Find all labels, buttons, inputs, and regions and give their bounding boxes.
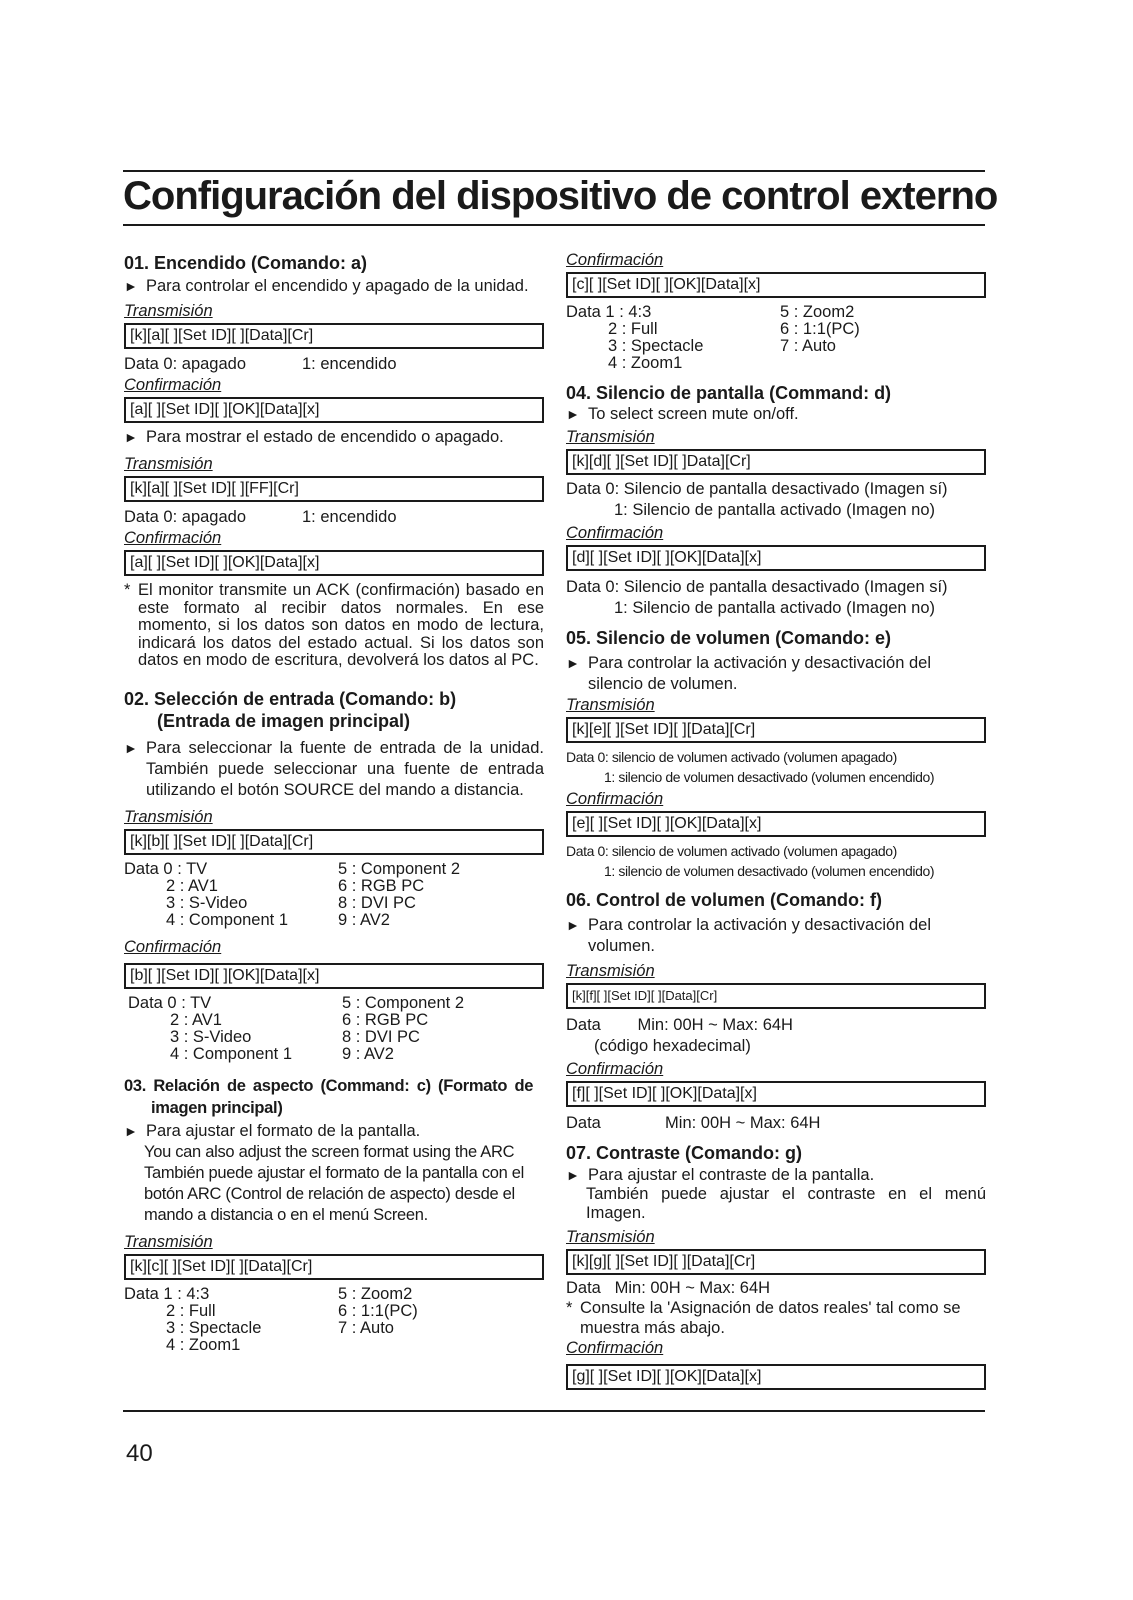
command-box: [g][ ][Set ID][ ][OK][Data][x]	[566, 1364, 986, 1390]
section-01-desc-2: ► Para mostrar el estado de encendido o apagado.	[124, 427, 544, 448]
data-line: 1: Silencio de pantalla activado (Imagen no)	[614, 501, 936, 519]
data-row: 4 : Zoom1	[608, 354, 683, 372]
data-row: 3 : Spectacle 7 : Auto	[166, 1318, 394, 1337]
confirmation-label: Confirmación	[566, 1339, 664, 1357]
data-off: Data 0: apagado	[124, 355, 247, 373]
command-box: [k][c][ ][Set ID][ ][Data][Cr]	[124, 1254, 544, 1280]
contrast-note: * Consulte la 'Asignación de datos reales' tal como se muestra más abajo.	[566, 1298, 986, 1338]
transmission-label: Transmisión	[566, 1228, 655, 1246]
input-data-list	[124, 995, 544, 1063]
data-line: Data 0: silencio de volumen activado (volumen apagado)	[566, 749, 897, 765]
section-01-title: 01. Encendido (Comando: a)	[124, 253, 368, 273]
data-row: Data 0 : TV 5 : Component 2	[128, 993, 464, 1012]
section-07-title: 07. Contraste (Comando: g)	[566, 1143, 803, 1163]
data-row: 3 : S-Video 8 : DVI PC	[170, 1027, 420, 1046]
confirmation-label: Confirmación	[124, 937, 222, 956]
confirmation-label: Confirmación	[566, 1060, 664, 1078]
section-04-title: 04. Silencio de pantalla (Command: d)	[566, 383, 892, 403]
data-line: Data 0: Silencio de pantalla desactivado (Imagen sí)	[566, 578, 948, 596]
command-box: [f][ ][Set ID][ ][OK][Data][x]	[566, 1081, 986, 1107]
section-05-desc: ► Para controlar la activación y desactivación del silencio de volumen.	[566, 653, 986, 695]
section-03-title: 03. Relación de aspecto (Command: c) (Formato de	[124, 1076, 534, 1095]
data-row: 2 : AV1 6 : RGB PC	[170, 1010, 429, 1029]
data-line: 1: Silencio de pantalla activado (Imagen no)	[614, 599, 936, 617]
transmission-label: Transmisión	[124, 1232, 213, 1251]
bottom-rule	[123, 1410, 985, 1412]
page-title: Configuración del dispositivo de control externo	[123, 174, 998, 218]
data-row: Data 1 : 4:3 5 : Zoom2	[124, 1284, 413, 1303]
transmission-label: Transmisión	[566, 696, 655, 714]
command-box: [k][f][ ][Set ID][ ][Data][Cr]	[566, 983, 986, 1009]
section-03-subtitle: imagen principal)	[151, 1098, 283, 1117]
section-04-desc: ► To select screen mute on/off.	[566, 404, 986, 425]
data-line: Data 0: Silencio de pantalla desactivado (Imagen sí)	[566, 480, 948, 498]
data-on: 1: encendido	[302, 355, 397, 373]
command-box: [a][ ][Set ID][ ][OK][Data][x]	[124, 397, 544, 423]
data-line: (código hexadecimal)	[594, 1037, 751, 1055]
command-box: [k][a][ ][Set ID][ ][Data][Cr]	[124, 323, 544, 349]
section-02-title: 02. Selección de entrada (Comando: b)	[124, 688, 457, 709]
command-box: [k][a][ ][Set ID][ ][FF][Cr]	[124, 476, 544, 502]
data-row: Data 1 : 4:3 5 : Zoom2	[566, 303, 855, 321]
section-01-desc: ► Para controlar el encendido y apagado de la unidad.	[124, 276, 544, 297]
data-row: 4 : Zoom1	[166, 1335, 241, 1354]
section-02-desc: ► Para seleccionar la fuente de entrada de la unidad. También puede seleccionar una fuente de entrada utilizando el botón SOURCE del mando a distancia.	[124, 738, 544, 801]
section-07-desc-2: También puede ajustar el contraste en el menú Imagen.	[586, 1185, 986, 1222]
top-rule	[123, 170, 985, 172]
data-line: Data 0: silencio de volumen activado (volumen apagado)	[566, 843, 897, 859]
data-line: Data Min: 00H ~ Max: 64H	[566, 1114, 821, 1132]
data-row: Data 0 : TV 5 : Component 2	[124, 859, 460, 878]
command-box: [k][g][ ][Set ID][ ][Data][Cr]	[566, 1249, 986, 1275]
data-line	[124, 506, 544, 528]
aspect-data-list	[124, 1286, 544, 1354]
right-column	[566, 250, 986, 1394]
confirmation-label: Confirmación	[566, 524, 664, 542]
data-off: Data 0: apagado	[124, 508, 247, 526]
section-02-subtitle: (Entrada de imagen principal)	[157, 710, 411, 731]
left-column	[124, 252, 544, 1354]
ack-note: * El monitor transmite un ACK (confirmación) basado en este formato al recibir datos normales. En ese momento, si los datos son datos en modo de lectura, indicará los datos del estado actual. Si los datos son datos en modo de escritura, devolverá los datos al PC.	[124, 582, 544, 670]
page-number: 40	[126, 1440, 153, 1467]
section-06-title: 06. Control de volumen (Comando: f)	[566, 890, 883, 910]
confirmation-label: Confirmación	[566, 790, 664, 808]
data-row: 4 : Component 1 9 : AV2	[166, 910, 390, 929]
command-box: [c][ ][Set ID][ ][OK][Data][x]	[566, 272, 986, 298]
data-row: 3 : Spectacle 7 : Auto	[608, 337, 836, 355]
command-box: [a][ ][Set ID][ ][OK][Data][x]	[124, 550, 544, 576]
confirmation-label: Confirmación	[124, 529, 222, 547]
input-data-list	[124, 861, 544, 929]
command-box: [k][e][ ][Set ID][ ][Data][Cr]	[566, 717, 986, 743]
data-row: 3 : S-Video 8 : DVI PC	[166, 893, 416, 912]
section-06-desc: ► Para controlar la activación y desactivación del volumen.	[566, 915, 986, 957]
transmission-label: Transmisión	[566, 428, 655, 446]
data-row: 2 : Full 6 : 1:1(PC)	[166, 1301, 418, 1320]
command-box: [b][ ][Set ID][ ][OK][Data][x]	[124, 963, 544, 989]
title-underline	[123, 224, 985, 226]
command-box: [e][ ][Set ID][ ][OK][Data][x]	[566, 811, 986, 837]
data-line: 1: silencio de volumen desactivado (volumen encendido)	[604, 863, 935, 879]
data-row: 2 : Full 6 : 1:1(PC)	[608, 320, 860, 338]
data-row: 4 : Component 1 9 : AV2	[170, 1044, 394, 1063]
data-row: 2 : AV1 6 : RGB PC	[166, 876, 425, 895]
command-box: [k][d][ ][Set ID][ ]Data][Cr]	[566, 449, 986, 475]
confirmation-label: Confirmación	[124, 376, 222, 394]
section-03-desc-2: You can also adjust the screen format using the ARC También puede ajustar el formato de la pantalla con el botón ARC (Control de relación de aspecto) desde el mando a distancia o en el menú Screen.	[144, 1142, 525, 1224]
data-on: 1: encendido	[302, 508, 397, 526]
transmission-label: Transmisión	[566, 962, 655, 980]
data-line: Data Min: 00H ~ Max: 64H	[566, 1279, 771, 1297]
transmission-label: Transmisión	[124, 807, 213, 826]
data-line: Data Min: 00H ~ Max: 64H	[566, 1016, 793, 1034]
section-07-desc: ► Para ajustar el contraste de la pantalla.	[566, 1166, 986, 1185]
command-box: [d][ ][Set ID][ ][OK][Data][x]	[566, 545, 986, 571]
aspect-data-list	[566, 304, 986, 372]
section-05-title: 05. Silencio de volumen (Comando: e)	[566, 628, 892, 648]
transmission-label: Transmisión	[124, 302, 213, 320]
data-line: 1: silencio de volumen desactivado (volumen encendido)	[604, 769, 935, 785]
section-03-desc: ► Para ajustar el formato de la pantalla.	[124, 1121, 544, 1142]
transmission-label: Transmisión	[124, 455, 213, 473]
data-line	[124, 353, 544, 375]
confirmation-label: Confirmación	[566, 251, 664, 269]
command-box: [k][b][ ][Set ID][ ][Data][Cr]	[124, 829, 544, 855]
